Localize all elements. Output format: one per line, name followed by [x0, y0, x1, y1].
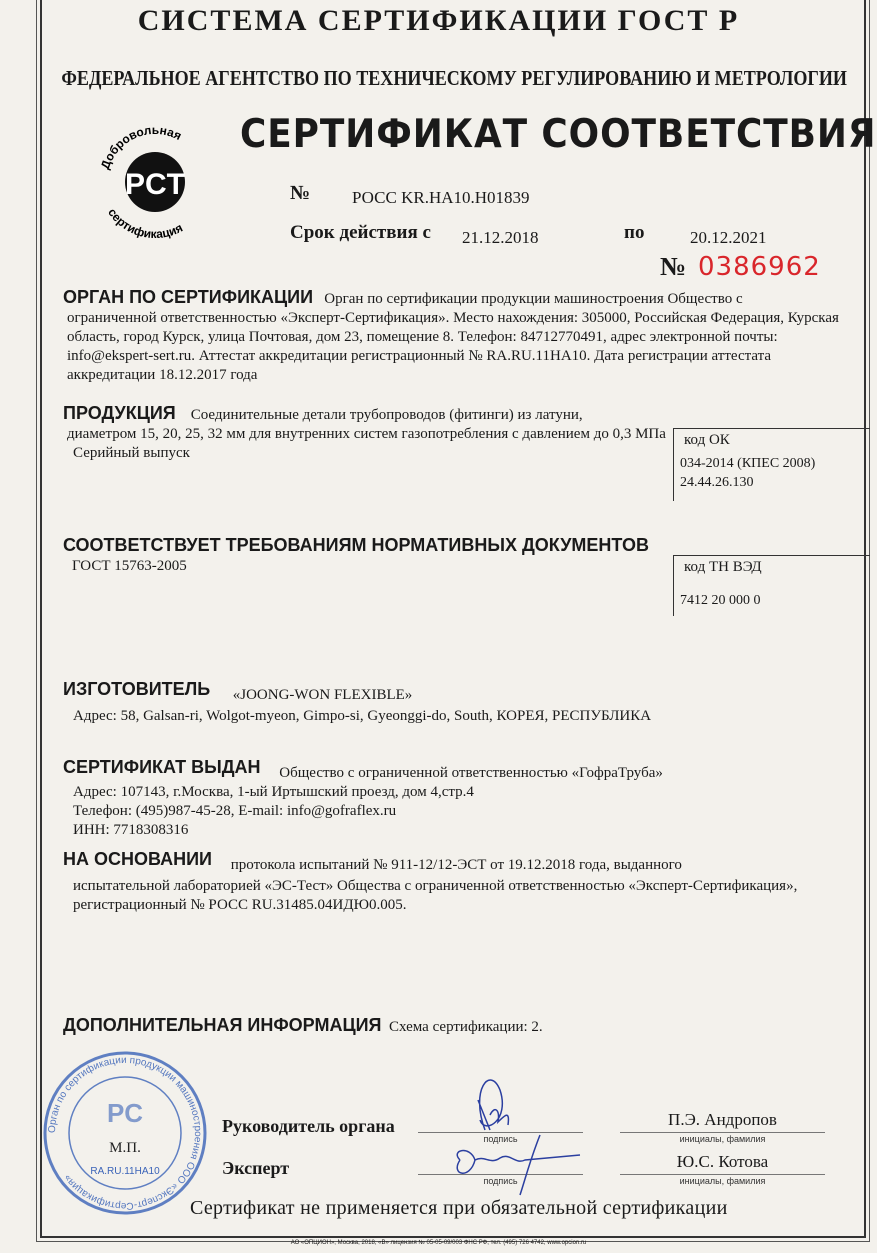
applicant-inn: ИНН: 7718308316	[73, 822, 189, 838]
standard-doc: ГОСТ 15763-2005	[72, 558, 187, 574]
certificate-number: РОСС KR.HA10.H01839	[352, 188, 530, 207]
stamp-text: Орган по сертификации продукции машиностроения ООО «Эксперт-Сертификация»	[46, 1054, 204, 1212]
ok-value: 034-2014 (КПЕС 2008)	[680, 456, 816, 471]
section-text: испытательной лабораторией «ЭС-Тест» Общества с ограниченной ответственностью «Эксперт-Сертификация», регистрационный № РОСС RU.31485.04ИДЮ0.005.	[73, 878, 798, 913]
certification-body-section	[63, 288, 853, 385]
head-label: Руководитель органа	[222, 1116, 395, 1136]
tnved-value: 7412 20 000 0	[680, 593, 761, 608]
ok-code-box	[673, 428, 870, 501]
issued-section	[63, 758, 853, 840]
ok-label: код ОК	[684, 432, 730, 448]
section-label: ДОПОЛНИТЕЛЬНАЯ ИНФОРМАЦИЯ	[63, 1015, 382, 1035]
svg-text:сертификация	[105, 206, 185, 240]
conformity-label: СООТВЕТСТВУЕТ ТРЕБОВАНИЯМ НОРМАТИВНЫХ ДОКУМЕНТОВ	[63, 535, 649, 555]
stamp-bottom: RA.RU.11HA10	[90, 1166, 160, 1177]
valid-to: 20.12.2021	[690, 228, 767, 247]
number-label: №	[290, 182, 311, 204]
expert-label: Эксперт	[222, 1158, 290, 1178]
section-label: НА ОСНОВАНИИ	[63, 849, 212, 869]
manufacturer-name: «JOONG-WON FLEXIBLE»	[232, 687, 413, 703]
name-caption: инициалы, фамилия	[679, 1134, 766, 1144]
name-caption: инициалы, фамилия	[679, 1176, 766, 1186]
section-label: ИЗГОТОВИТЕЛЬ	[63, 679, 211, 699]
section-text: Орган по сертификации продукции машиностроения Общество с	[324, 291, 743, 307]
tnved-label: код ТН ВЭД	[684, 559, 762, 575]
validity-label: Срок действия с	[290, 222, 431, 243]
section-label: ОРГАН ПО СЕРТИФИКАЦИИ	[63, 287, 314, 307]
logo-bottom-text: сертификация	[105, 205, 186, 240]
ok-value: 24.44.26.130	[680, 475, 754, 490]
expert-name: Ю.С. Котова	[676, 1152, 769, 1171]
tnved-code-box	[673, 555, 870, 616]
serial-number: 0386962	[698, 252, 821, 282]
series-text: Серийный выпуск	[73, 445, 190, 461]
applicant-phone: Телефон: (495)987-45-28, E-mail: info@gofraflex.ru	[73, 803, 397, 819]
basis-section	[63, 850, 853, 915]
product-section	[63, 404, 673, 463]
manufacturer-address: Адрес: 58, Galsan-ri, Wolgot-myeon, Gimpo-si, Gyeonggi-do, South, КОРЕЯ, РЕСПУБЛИКА	[73, 708, 652, 724]
section-text: диаметром 15, 20, 25, 32 мм для внутренних систем газопотребления с давлением до 0,3 МПа	[67, 426, 666, 442]
signature-icon	[430, 1060, 610, 1200]
valid-to-label: по	[624, 222, 645, 243]
printer-footer: АО «ОПЦИОН», Москва, 2018, «В» лицензия № 05-05-09/003 ФНС РФ, тел. (495) 726 4742, www.opcion.ru	[290, 1240, 587, 1246]
serial-label: №	[660, 252, 687, 281]
section-text: Соединительные детали трубопроводов (фитинги) из латуни,	[190, 407, 583, 423]
applicant-name: Общество с ограниченной ответственностью «ГофраТруба»	[279, 765, 663, 781]
stamp-mp: М.П.	[109, 1140, 141, 1156]
stamp-logo-icon: PC	[106, 1098, 144, 1128]
manufacturer-section	[63, 680, 853, 726]
logo-top-text: Добровольная	[97, 122, 184, 172]
signature-caption: подпись	[483, 1176, 518, 1186]
valid-from: 21.12.2018	[462, 228, 539, 247]
section-label: СЕРТИФИКАТ ВЫДАН	[63, 757, 261, 777]
system-title: СИСТЕМА СЕРТИФИКАЦИИ ГОСТ Р	[137, 4, 740, 37]
applicant-address: Адрес: 107143, г.Москва, 1-ый Иртышский проезд, дом 4,стр.4	[73, 784, 474, 800]
head-name: П.Э. Андропов	[668, 1110, 777, 1129]
voluntary-note: Сертификат не применяется при обязательной сертификации	[190, 1197, 728, 1219]
gost-logo-icon	[95, 120, 215, 240]
svg-text:Орган по сертификации продукци	[47, 1055, 203, 1211]
name-line	[620, 1132, 825, 1133]
certificate-title: СЕРТИФИКАТ СООТВЕТСТВИЯ	[240, 112, 877, 157]
extra-section	[63, 1016, 543, 1037]
section-label: ПРОДУКЦИЯ	[63, 403, 176, 423]
signature-caption: подпись	[483, 1134, 518, 1144]
name-line	[620, 1174, 825, 1175]
stamp-icon	[40, 1048, 210, 1218]
section-text: Схема сертификации: 2.	[388, 1019, 543, 1035]
logo-mark: PCT	[125, 168, 185, 201]
section-text: протокола испытаний № 911-12/12-ЭСТ от 19.12.2018 года, выданного	[230, 857, 682, 873]
agency-title: ФЕДЕРАЛЬНОЕ АГЕНТСТВО ПО ТЕХНИЧЕСКОМУ РЕГУЛИРОВАНИЮ И МЕТРОЛОГИИ	[61, 66, 847, 90]
section-text: ограниченной ответственностью «Эксперт-Сертификация». Место нахождения: 305000, Российская Федерация, Курская область, город Курск, улица Почтовая, дом 23, помещение 8. Телефон: 84712770491, адрес электронной почты: info@ekspert-sert.ru. Аттестат аккредитации регистрационный № RA.RU.11HA10. Дата регистрации аттестата аккредитации 18.12.2017 года	[67, 310, 839, 383]
